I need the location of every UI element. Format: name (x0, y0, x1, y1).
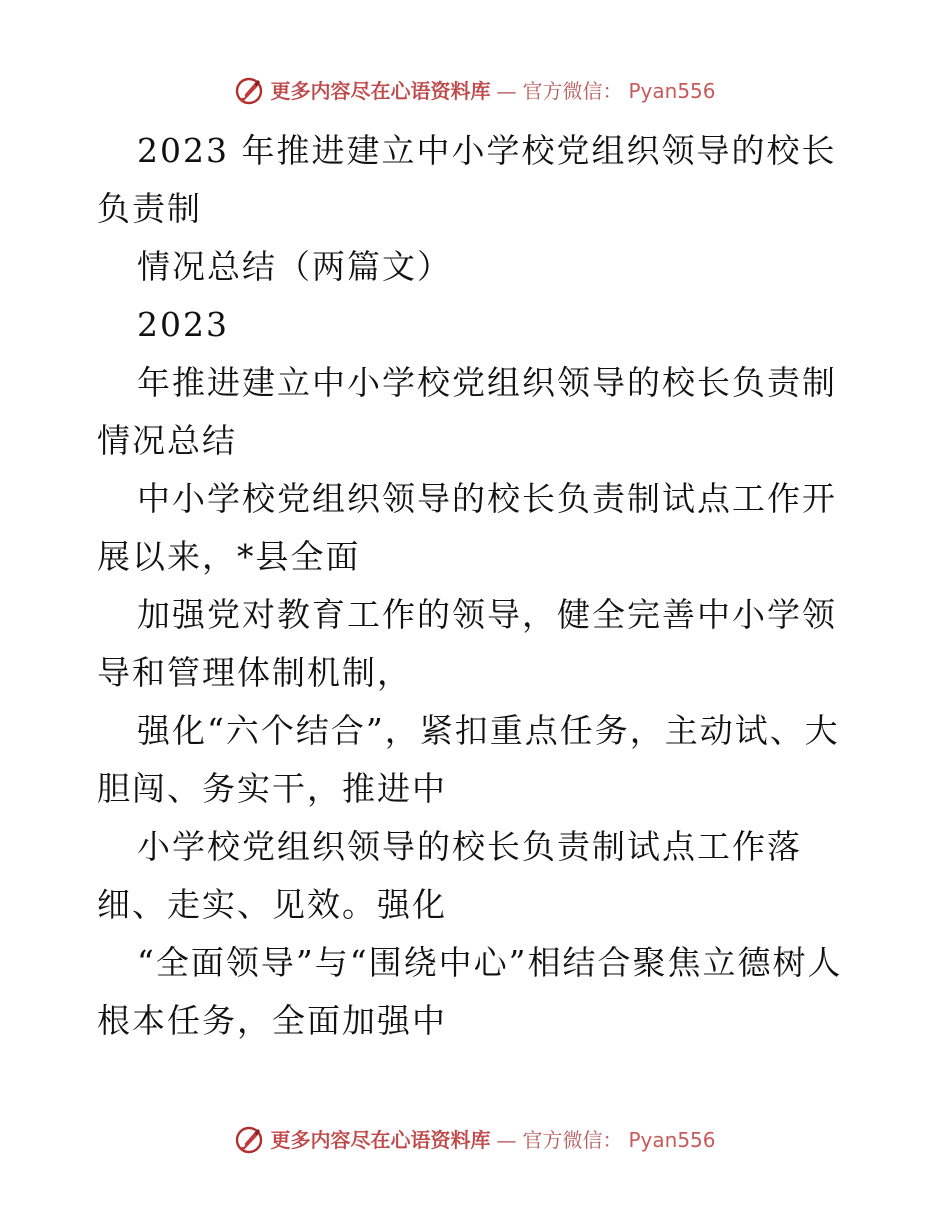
watermark-main-text: 更多内容尽在心语资料库 (270, 79, 491, 103)
watermark-dash: — (496, 1128, 517, 1152)
pen-logo-icon (234, 1125, 264, 1155)
paragraph-year: 2023 (137, 305, 229, 344)
paragraph-subtitle: 年推进建立中小学校党组织领导的校长负责制情况总结 (97, 363, 837, 460)
pen-logo-icon (234, 76, 264, 106)
paragraph-body-1: 中小学校党组织领导的校长负责制试点工作开展以来，*县全面 (97, 479, 837, 576)
watermark-sub-text: 官方微信： (522, 79, 623, 103)
watermark-dash: — (496, 79, 517, 103)
title-line-2: 情况总结（两篇文） (137, 247, 452, 286)
watermark-id: Pyan556 (628, 79, 716, 103)
watermark-sub-text: 官方微信： (522, 1128, 623, 1152)
paragraph-body-4: 小学校党组织领导的校长负责制试点工作落细、走实、见效。强化 (97, 827, 802, 924)
paragraph-body-3: 强化“六个结合”，紧扣重点任务，主动试、大胆闯、务实干，推进中 (97, 711, 840, 808)
header-watermark (0, 76, 950, 106)
watermark-id: Pyan556 (628, 1128, 716, 1152)
paragraph-body-2: 加强党对教育工作的领导，健全完善中小学领导和管理体制机制， (97, 595, 837, 692)
watermark-main-text: 更多内容尽在心语资料库 (270, 1128, 491, 1152)
title-line-1: 2023 年推进建立中小学校党组织领导的校长负责制 (97, 131, 837, 228)
paragraph-body-5: “全面领导”与“围绕中心”相结合聚焦立德树人根本任务，全面加强中 (97, 943, 843, 1040)
document-body (97, 122, 857, 1050)
footer-watermark (0, 1125, 950, 1155)
